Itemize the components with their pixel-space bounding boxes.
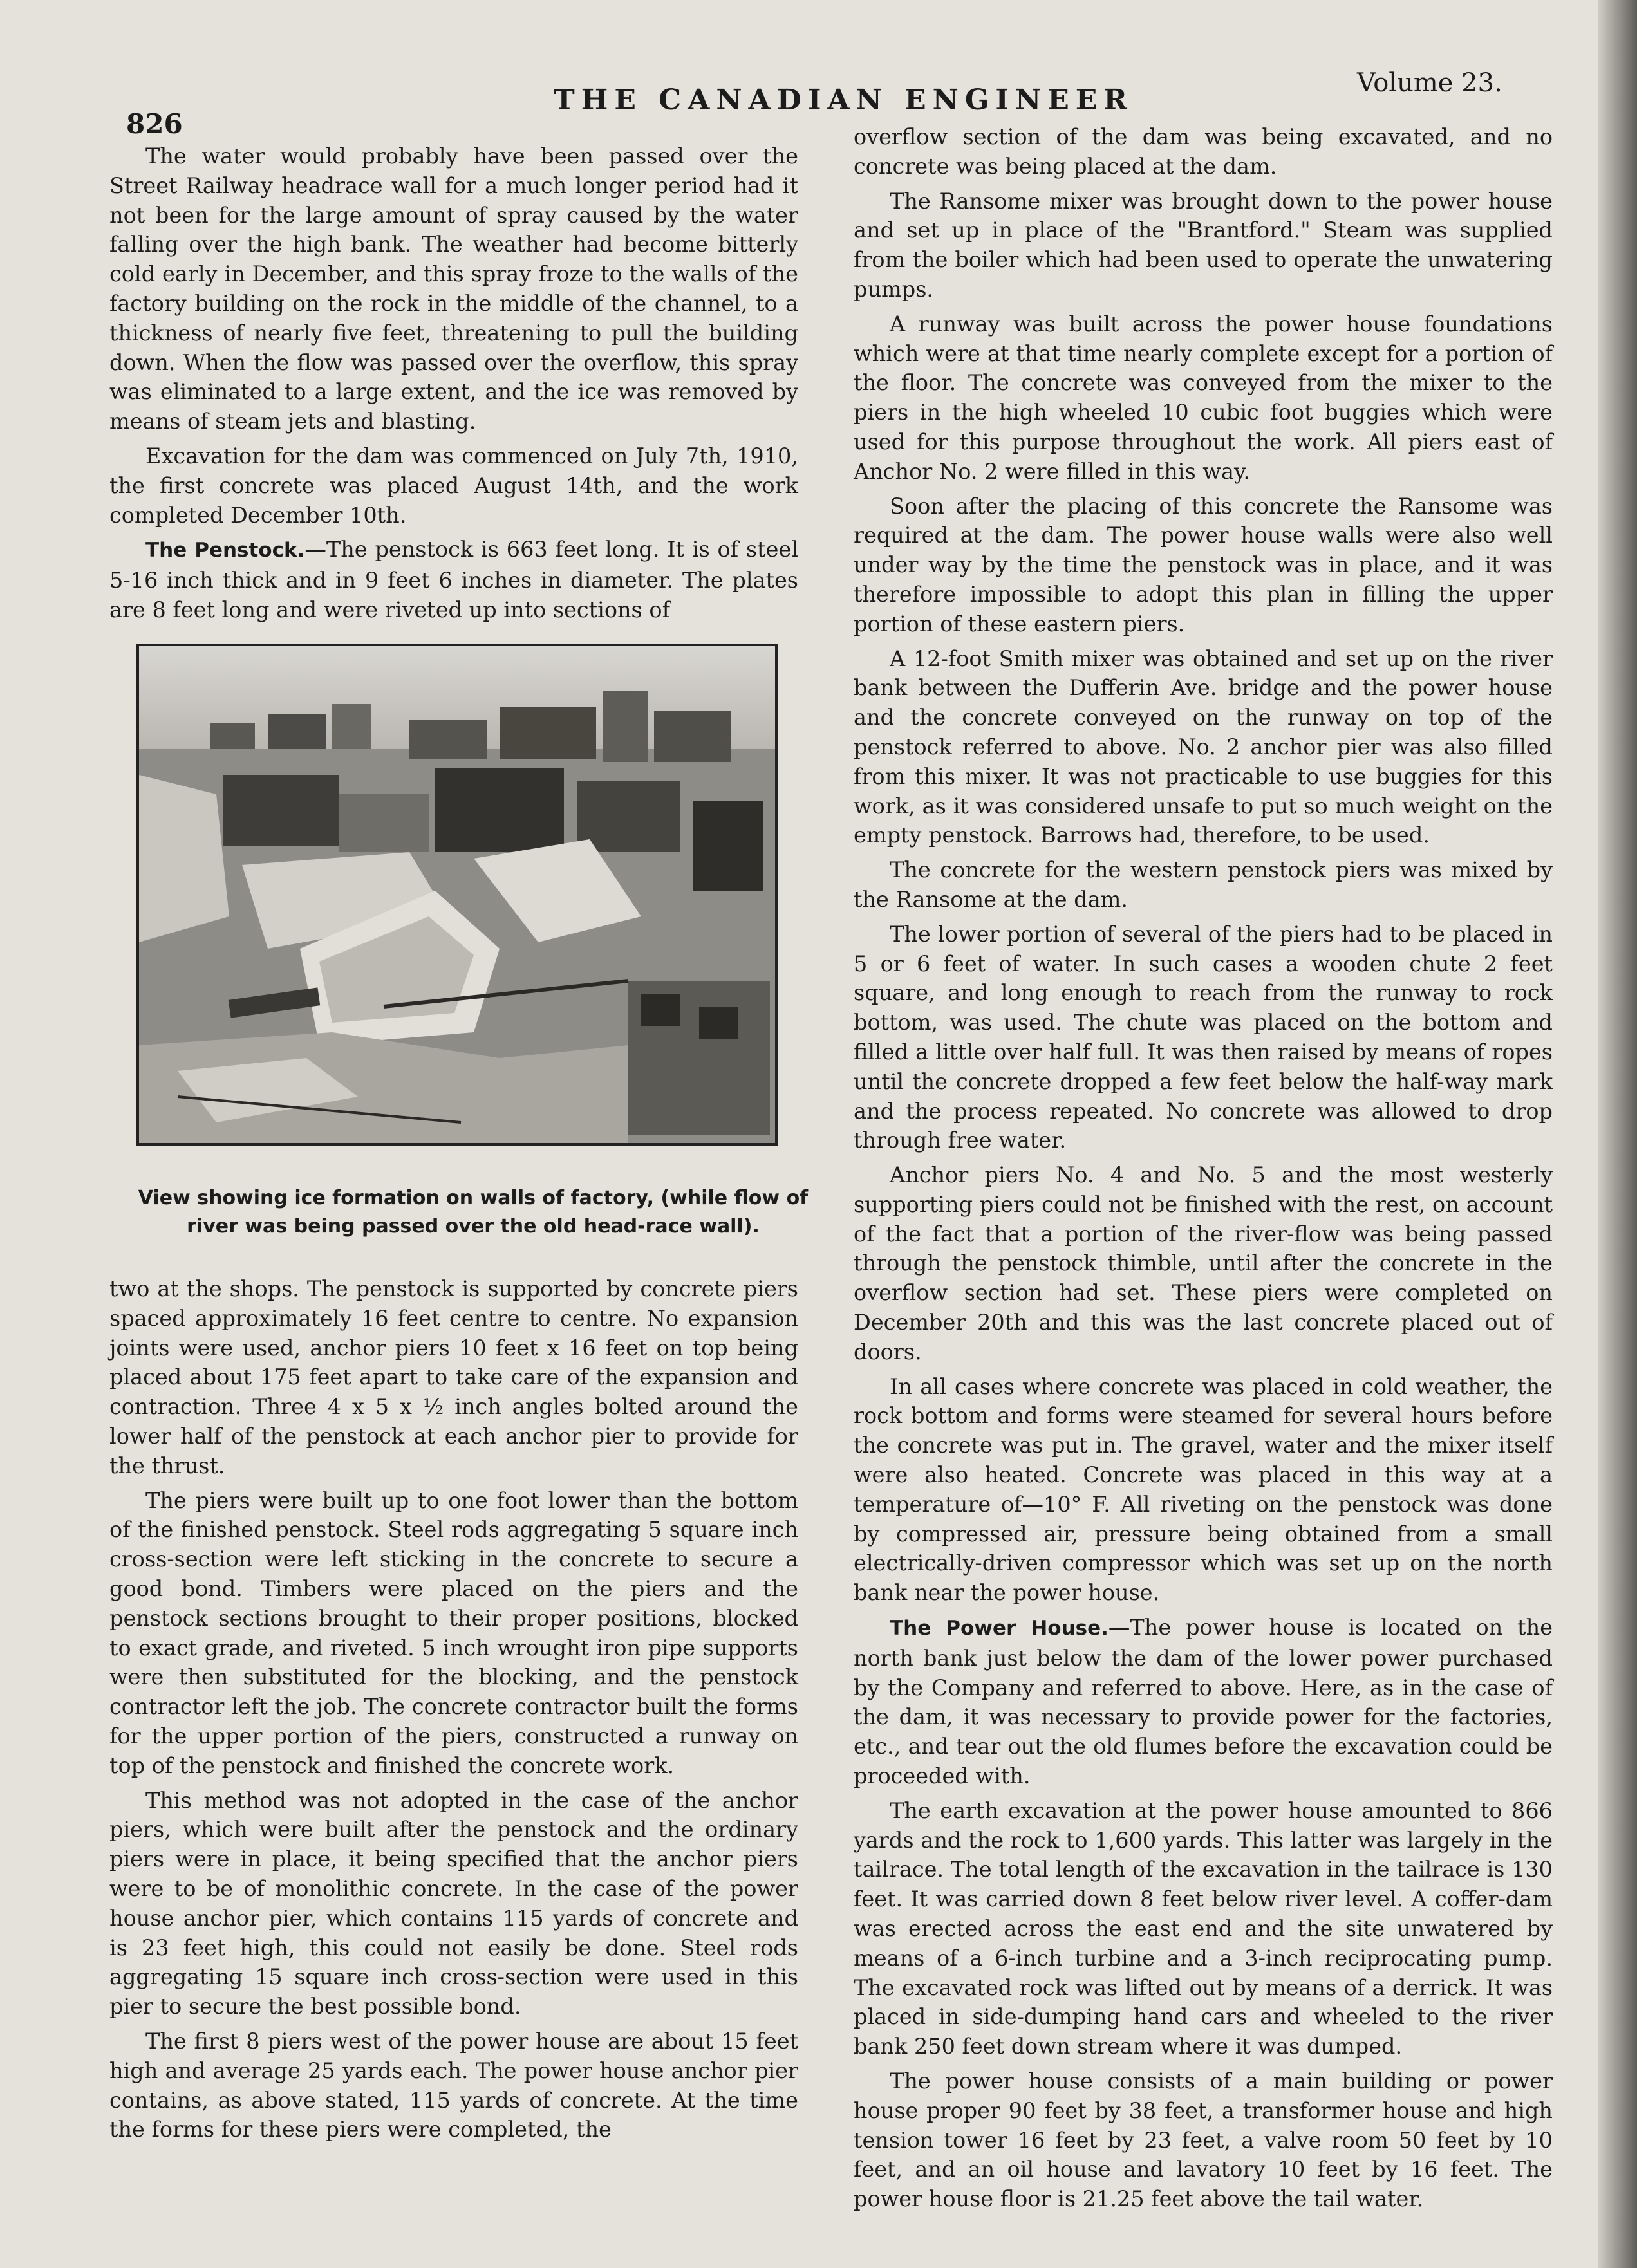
right-column [854, 122, 1553, 2219]
paragraph: The earth excavation at the power house amounted to 866 yards and the rock to 1,600 yards. This latter was largely in the tailrace. The total length of the excavation in the tailrace is 130 feet. It was carried down 8 feet below river level. A coffer-dam was erected across the east end and the site unwatered by means of a 6-inch turbine and a 3-inch reciprocating pump. The excavated rock was lifted out by means of a derrick. It was placed in side-dumping hand cars and wheeled to the river bank 250 feet down stream where it was dumped. [854, 1798, 1553, 2059]
paragraph: This method was not adopted in the case of the anchor piers, which were built after the penstock and the ordinary piers were in place, it being specified that the anchor piers were to be of monolithic concrete. In the case of the power house anchor pier, which contains 115 yards of concrete and is 23 feet high, this could not easily be done. Steel rods aggregating 15 square inch cross-section were used in this pier to secure the best possible bond. [109, 1787, 798, 2020]
section-heading-penstock: The Penstock. [145, 539, 305, 562]
paragraph: In all cases where concrete was placed in cold weather, the rock bottom and forms were steamed for several hours before the concrete was put in. The gravel, water and the mixer itself were also heated. Concrete was placed in this way at a temperature of—10° F. All riveting on the penstock was done by compressed air, pressure being obtained from a small electrically-driven compressor which was set up on the north bank near the power house. [854, 1373, 1553, 1606]
paragraph: The water would probably have been passed over the Street Railway headrace wall for a much longer period had it not been for the large amount of spray caused by the water falling over the high bank. The weather had become bitterly cold early in December, and this spray froze to the walls of the factory building on the rock in the middle of the channel, to a thickness of nearly five feet, threatening to pull the building down. When the flow was passed over the overflow, this spray was eliminated to a large extent, and the ice was removed by means of steam jets and blasting. [109, 144, 798, 434]
photograph-ice-formation [136, 644, 778, 1146]
paragraph: Excavation for the dam was commenced on July 7th, 1910, the first concrete was placed August 14th, and the work completed December 10th. [109, 443, 798, 528]
left-column-bottom [109, 1274, 798, 2150]
paragraph: The first 8 piers west of the power house are about 15 feet high and average 25 yards each. The power house anchor pier contains, as above stated, 115 yards of concrete. At the time the forms for these piers were completed, the [109, 2028, 798, 2143]
section-heading-power-house: The Power House. [890, 1617, 1108, 1641]
paragraph: overflow section of the dam was being excavated, and no concrete was being placed at the dam. [854, 124, 1553, 179]
page-binding-edge [1598, 0, 1637, 2268]
running-head: THE CANADIAN ENGINEER [554, 84, 1134, 116]
paragraph: The lower portion of several of the piers had to be placed in 5 or 6 feet of water. In such cases a wooden chute 2 feet square, and long enough to reach from the runway to rock bottom, was used. The chute was placed on the bottom and filled a little over half full. It was then raised by means of ropes until the concrete dropped a few feet below the half-way mark and the process repeated. No concrete was allowed to drop through free water. [854, 921, 1553, 1153]
paragraph: The power house consists of a main building or power house proper 90 feet by 38 feet, a transformer house and high tension tower 16 feet by 23 feet, a valve room 50 feet by 10 feet, and an oil house and lavatory 10 feet by 16 feet. The power house floor is 21.25 feet above the tail water. [854, 2068, 1553, 2212]
figure-caption: View showing ice formation on walls of factory, (while flow of river was being passed over the old head-race wall). [138, 1187, 809, 1238]
paragraph: The concrete for the western penstock piers was mixed by the Ransome at the dam. [854, 857, 1553, 912]
left-column-top [109, 142, 798, 630]
paragraph: A runway was built across the power house foundations which were at that time nearly complete except for a portion of the floor. The concrete was conveyed from the mixer to the piers in the high wheeled 10 cubic foot buggies which were used for this purpose throughout the work. All piers east of Anchor No. 2 were filled in this way. [854, 311, 1553, 484]
penstock-paragraph [109, 535, 798, 624]
paragraph: The piers were built up to one foot lower than the bottom of the finished penstock. Steel rods aggregating 5 square inch cross-section were left sticking in the concrete to secure a good bond. Timbers were placed on the piers and the penstock sections brought to their proper positions, blocked to exact grade, and riveted. 5 inch wrought iron pipe supports were then substituted for the blocking, and the penstock contractor left the job. The concrete contractor built the forms for the upper portion of the piers, constructed a runway on top of the penstock and finished the concrete work. [109, 1487, 798, 1778]
paragraph: two at the shops. The penstock is supported by concrete piers spaced approximately 16 feet centre to centre. No expansion joints were used, anchor piers 10 feet x 16 feet on top being placed about 175 feet apart to take care of the expansion and contraction. Three 4 x 5 x ½ inch angles bolted around the lower half of the penstock at each anchor pier to provide for the thrust. [109, 1276, 798, 1478]
paragraph: Anchor piers No. 4 and No. 5 and the most westerly supporting piers could not be finished with the rest, on account of the fact that a portion of the river-flow was being passed through the penstock thimble, until after the concrete in the overflow section had set. These piers were completed on December 20th and this was the last concrete placed out of doors. [854, 1162, 1553, 1364]
paragraph: Soon after the placing of this concrete the Ransome was required at the dam. The power house walls were also well under way by the time the penstock was in place, and it was therefore impossible to adopt this plan in filling the upper portion of these eastern piers. [854, 493, 1553, 637]
paragraph: A 12-foot Smith mixer was obtained and set up on the river bank between the Dufferin Ave. bridge and the power house and the concrete conveyed on the runway on top of the penstock referred to above. No. 2 anchor pier was also filled from this mixer. It was not practicable to use buggies for this work, as it was considered unsafe to put so much weight on the empty penstock. Barrows had, therefore, to be used. [854, 646, 1553, 848]
volume-label: Volume 23. [1357, 68, 1502, 98]
power-house-paragraph [854, 1613, 1553, 1791]
photograph-image [139, 646, 775, 1143]
power-house-text: —The power house is located on the north bank just below the dam of the lower power purchased by the Company and referred to above. Here, as in the case of the dam, it was necessary to provide power for the factories, etc., and tear out the old flumes before the excavation could be proceeded with. [854, 1615, 1553, 1789]
page-number: 826 [126, 108, 183, 140]
paragraph: The Ransome mixer was brought down to the power house and set up in place of the "Brantford." Steam was supplied from the boiler which had been used to operate the unwatering pumps. [854, 188, 1553, 302]
penstock-text: —The penstock is 663 feet long. It is of steel 5-16 inch thick and in 9 feet 6 inches in diameter. The plates are 8 feet long and were riveted up into sections of [109, 537, 798, 622]
